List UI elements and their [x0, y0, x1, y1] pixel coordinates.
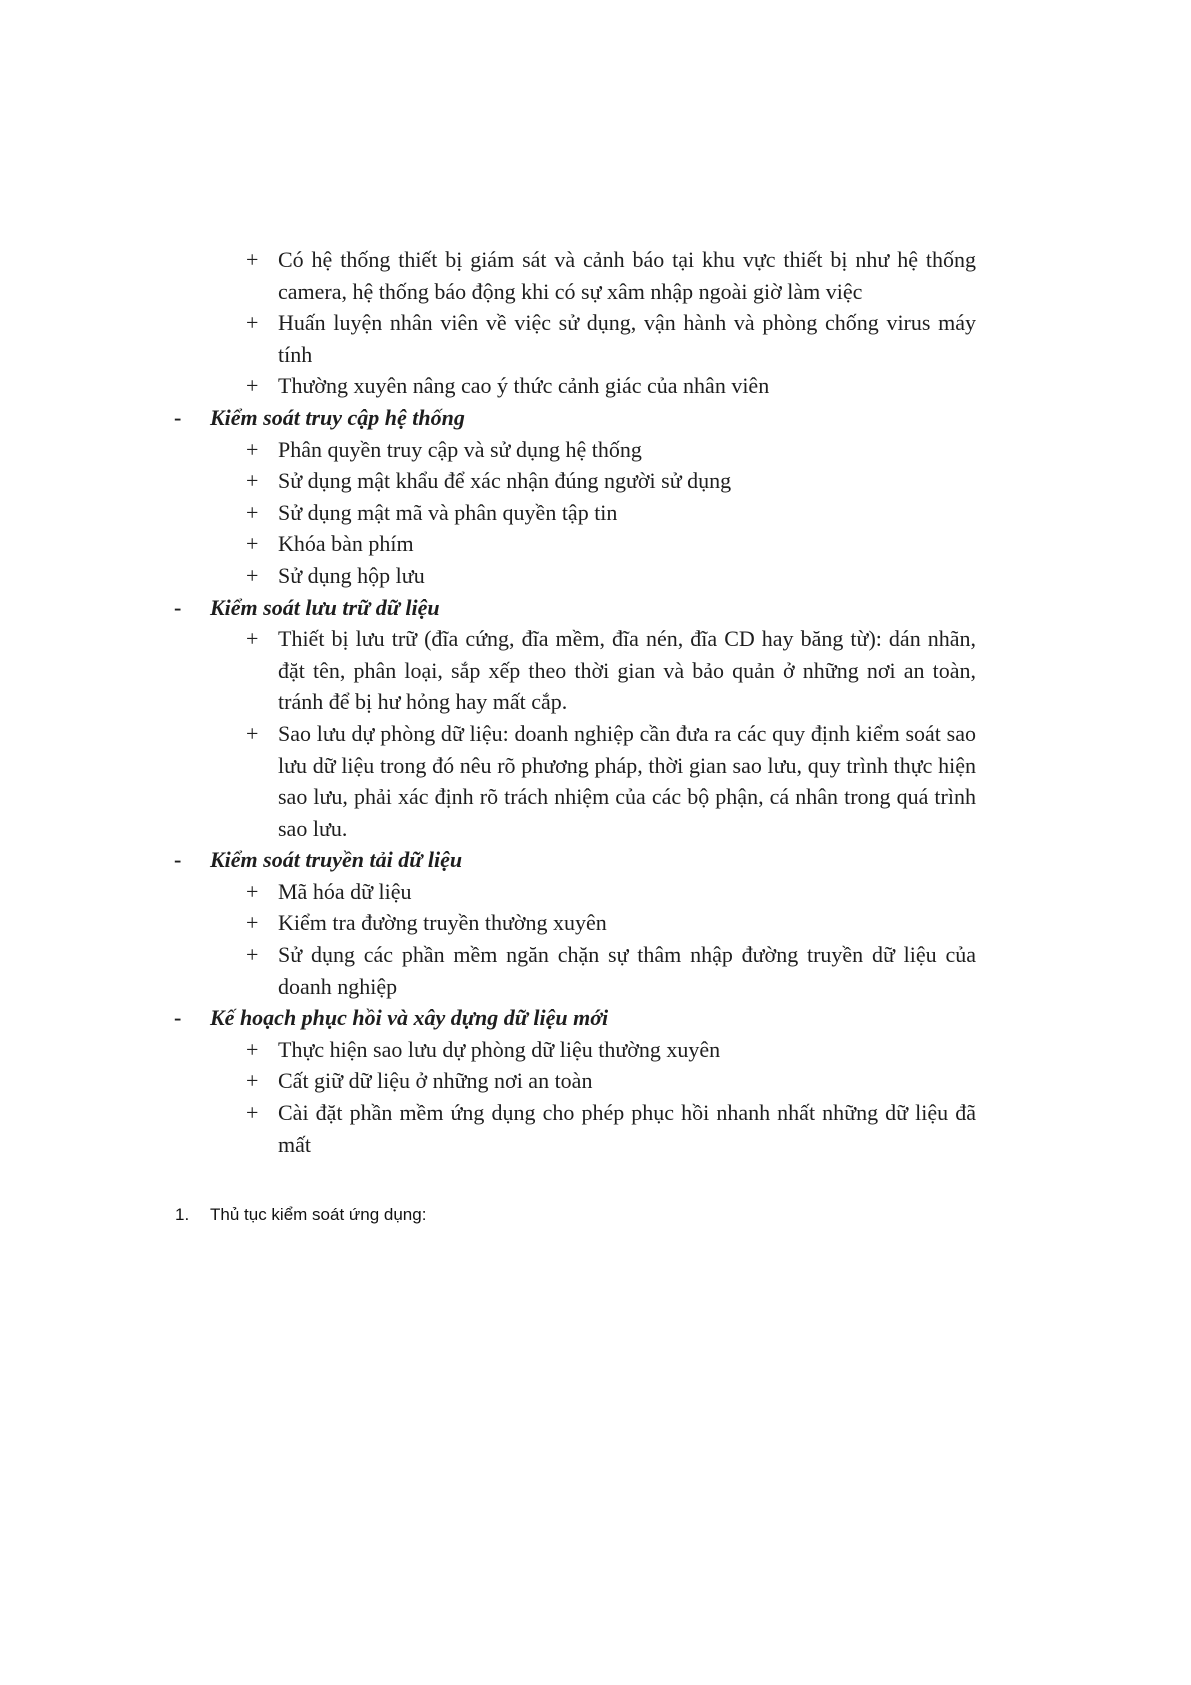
section-heading: - Kiểm soát truy cập hệ thống [170, 402, 990, 434]
list-item: + Khóa bàn phím [170, 528, 990, 560]
list-item: + Thiết bị lưu trữ (đĩa cứng, đĩa mềm, đĩa nén, đĩa CD hay băng từ): dán nhãn, đặt tên, phân loại, sắp xếp theo thời gian và bảo quản ở những nơi an toàn, tránh để bị hư hỏng hay mất cắp. [170, 623, 990, 718]
plus-bullet: + [246, 942, 259, 968]
dash-bullet: - [174, 594, 182, 620]
plus-bullet: + [246, 531, 259, 557]
section-access-control [170, 402, 990, 592]
list-item: + Thực hiện sao lưu dự phòng dữ liệu thường xuyên [170, 1034, 990, 1066]
dash-bullet: - [174, 404, 182, 430]
section-heading: - Kiểm soát truyền tải dữ liệu [170, 844, 990, 876]
plus-bullet: + [246, 910, 259, 936]
plus-bullet: + [246, 436, 259, 462]
list-item: + Có hệ thống thiết bị giám sát và cảnh báo tại khu vực thiết bị như hệ thống camera, hệ thống báo động khi có sự xâm nhập ngoài giờ làm việc [170, 244, 990, 307]
list-item: + Sao lưu dự phòng dữ liệu: doanh nghiệp cần đưa ra các quy định kiểm soát sao lưu dữ liệu trong đó nêu rõ phương pháp, thời gian sao lưu, quy trình thực hiện sao lưu, phải xác định rõ trách nhiệm của các bộ phận, cá nhân trong quá trình sao lưu. [170, 718, 990, 844]
plus-bullet: + [246, 499, 259, 525]
plus-bullet: + [246, 1100, 259, 1126]
plus-bullet: + [246, 1068, 259, 1094]
section-heading: - Kế hoạch phục hồi và xây dựng dữ liệu mới [170, 1002, 990, 1034]
list-item: + Mã hóa dữ liệu [170, 876, 990, 908]
numbered-list-item [175, 1203, 875, 1227]
plus-bullet: + [246, 562, 259, 588]
plus-bullet: + [246, 626, 259, 652]
list-item: + Sử dụng các phần mềm ngăn chặn sự thâm nhập đường truyền dữ liệu của doanh nghiệp [170, 939, 990, 1002]
section-storage-control [170, 592, 990, 845]
plus-bullet: + [246, 310, 259, 336]
list-item: + Sử dụng mật mã và phân quyền tập tin [170, 497, 990, 529]
intro-list [170, 244, 990, 402]
list-item: + Cất giữ dữ liệu ở những nơi an toàn [170, 1065, 990, 1097]
section-transmission-control [170, 844, 990, 1002]
scanned-text-block [170, 244, 990, 1160]
dash-bullet: - [174, 1005, 182, 1031]
plus-bullet: + [246, 878, 259, 904]
plus-bullet: + [246, 468, 259, 494]
plus-bullet: + [246, 247, 259, 272]
list-item: + Cài đặt phần mềm ứng dụng cho phép phục hồi nhanh nhất những dữ liệu đã mất [170, 1097, 990, 1160]
list-number: 1. [175, 1205, 190, 1224]
section-recovery-plan [170, 1002, 990, 1160]
numbered-item-text: Thủ tục kiểm soát ứng dụng: [210, 1205, 427, 1224]
list-item: + Kiểm tra đường truyền thường xuyên [170, 907, 990, 939]
list-item: + Phân quyền truy cập và sử dụng hệ thống [170, 434, 990, 466]
plus-bullet: + [246, 720, 259, 746]
section-heading: - Kiểm soát lưu trữ dữ liệu [170, 592, 990, 624]
list-item: + Sử dụng hộp lưu [170, 560, 990, 592]
plus-bullet: + [246, 373, 259, 399]
list-item: + Thường xuyên nâng cao ý thức cảnh giác của nhân viên [170, 370, 990, 402]
list-item: + Huấn luyện nhân viên về việc sử dụng, vận hành và phòng chống virus máy tính [170, 307, 990, 370]
list-item: + Sử dụng mật khẩu để xác nhận đúng người sử dụng [170, 465, 990, 497]
dash-bullet: - [174, 847, 182, 873]
plus-bullet: + [246, 1036, 259, 1062]
